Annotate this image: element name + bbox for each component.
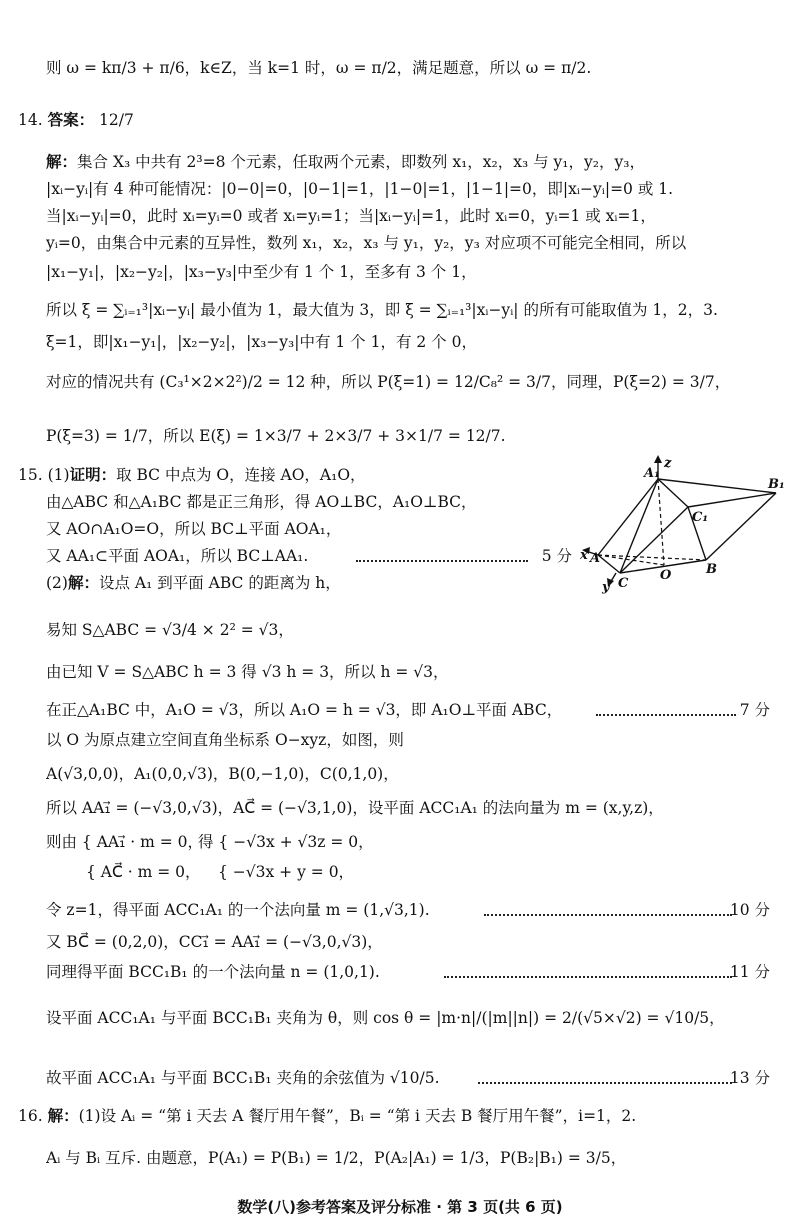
label-c1: C₁ — [692, 510, 709, 525]
q15-line-14: 同理得平面 BCC₁B₁ 的一个法向量 n = (1,0,1). — [46, 963, 380, 981]
edge-a1-a — [598, 479, 658, 555]
label-c: C — [618, 576, 629, 591]
arrow-z — [654, 455, 662, 463]
q15-line-6: 易知 S△ABC = √3/4 × 2² = √3， — [46, 621, 294, 639]
page-footer: 数学(八)参考答案及评分标准 · 第 3 页(共 6 页) — [237, 1198, 563, 1216]
q14-solution-line-1 — [46, 150, 776, 174]
score-13: 13 分 — [729, 1069, 770, 1087]
label-x: x — [580, 548, 588, 563]
label-y: y — [602, 580, 610, 595]
q15-part1-marker: (1) — [47, 466, 70, 484]
score-11: 11 分 — [729, 963, 770, 981]
prism-figure — [578, 455, 788, 595]
score-leader-dots — [444, 976, 732, 978]
score-leader-dots — [356, 560, 528, 562]
score-leader-dots — [484, 914, 732, 916]
label-a1: A₁ — [644, 466, 660, 481]
label-a: A — [590, 551, 601, 566]
label-b: B — [706, 562, 717, 577]
q14-answer-value: 12/7 — [99, 111, 134, 129]
q15-line-16: 故平面 ACC₁A₁ 与平面 BCC₁B₁ 夹角的余弦值为 √10/5. — [46, 1069, 440, 1087]
q14-number: 14. — [18, 111, 43, 129]
q15-system-line-2: { AC⃗ · m = 0， — [86, 863, 201, 881]
q15-line-9: 以 O 为原点建立空间直角坐标系 O−xyz，如图，则 — [46, 731, 404, 749]
prism-diagram — [578, 455, 788, 595]
q15-line-1 — [18, 463, 570, 487]
q14-solution-line-2: |xᵢ−yᵢ|有 4 种可能情况：|0−0|=0，|0−1|=1，|1−0|=1，|1−1|=0，即|xᵢ−yᵢ|=0 或 1. — [46, 180, 674, 198]
q15-line-2: 由△ABC 和△A₁BC 都是正三角形，得 AO⊥BC，A₁O⊥BC， — [46, 493, 477, 511]
q14-text-1: 集合 X₃ 中共有 2³=8 个元素，任取两个元素，即数列 x₁，x₂，x₃ 与 y₁，y₂，y₃， — [77, 153, 645, 171]
edge-a1-b1 — [658, 479, 776, 493]
q14-solution-line-6: 所以 ξ = ∑ᵢ₌₁³|xᵢ−yᵢ| 最小值为 1，最大值为 3，即 ξ = ∑ᵢ₌₁³|xᵢ−yᵢ| 的所有可能取值为 1，2，3. — [46, 301, 718, 319]
score-10: 10 分 — [729, 901, 770, 919]
q14-solution-line-8: 对应的情况共有 (C₃¹×2×2²)/2 = 12 种，所以 P(ξ=1) = 12/C₈² = 3/7，同理，P(ξ=2) = 3/7， — [46, 373, 731, 391]
label-z: z — [664, 456, 672, 471]
q15-line-3: 又 AO∩A₁O=O，所以 BC⊥平面 AOA₁， — [46, 520, 342, 538]
q15-system-result-1: 得 { −√3x + √3z = 0， — [198, 833, 374, 851]
solution-label: 解： — [46, 152, 78, 171]
solution-label-3: 解： — [47, 1106, 79, 1125]
proof-label: 证明： — [69, 465, 117, 484]
q15-line-4: 又 AA₁⊂平面 AOA₁，所以 BC⊥AA₁. — [46, 547, 309, 565]
score-leader-dots — [596, 714, 736, 716]
q16-text-1: (1)设 Aᵢ = “第 i 天去 A 餐厅用午餐”，Bᵢ = “第 i 天去 B 餐厅用午餐”，i=1，2. — [78, 1107, 637, 1125]
q15-text-1: 取 BC 中点为 O，连接 AO，A₁O， — [116, 466, 366, 484]
q14-solution-line-7: ξ=1，即|x₁−y₁|，|x₂−y₂|，|x₃−y₃|中有 1 个 1，有 2 个 0， — [46, 333, 477, 351]
answer-label: 答案： — [47, 110, 95, 129]
q15-line-10: A(√3,0,0)，A₁(0,0,√3)，B(0,−1,0)，C(0,1,0)， — [46, 765, 399, 783]
q15-line-5 — [46, 571, 570, 595]
label-o: O — [660, 568, 672, 583]
score-leader-dots — [478, 1082, 732, 1084]
q14-solution-line-9: P(ξ=3) = 1/7，所以 E(ξ) = 1×3/7 + 2×3/7 + 3×1/7 = 12/7. — [46, 427, 506, 445]
edge-a1-c — [620, 479, 658, 573]
q14-answer-line — [18, 108, 776, 132]
score-7: 7 分 — [739, 701, 770, 719]
q15-line-15: 设平面 ACC₁A₁ 与平面 BCC₁B₁ 夹角为 θ，则 cos θ = |m·n|/(|m||n|) = 2/(√5×√2) = √10/5， — [46, 1009, 725, 1027]
q14-solution-line-4: yᵢ=0，由集合中元素的互异性，数列 x₁，x₂，x₃ 与 y₁，y₂，y₃ 对应项不可能完全相同，所以 — [46, 234, 687, 252]
q16-number: 16. — [18, 1107, 43, 1125]
q15-system-line-1: 则由 { AA₁⃗ · m = 0， — [46, 833, 203, 851]
q15-text-5: 设点 A₁ 到平面 ABC 的距离为 h， — [98, 574, 341, 592]
q16-line-2: Aᵢ 与 Bᵢ 互斥. 由题意，P(A₁) = P(B₁) = 1/2，P(A₂|A₁) = 1/3，P(B₂|B₁) = 3/5， — [46, 1149, 627, 1167]
q16-line-1 — [18, 1104, 776, 1128]
q15-number: 15. — [18, 466, 43, 484]
label-b1: B₁ — [768, 477, 785, 492]
q15-system-result-2: { −√3x + y = 0， — [218, 863, 355, 881]
solution-label-2: 解： — [67, 573, 99, 592]
q14-solution-line-3: 当|xᵢ−yᵢ|=0，此时 xᵢ=yᵢ=0 或者 xᵢ=yᵢ=1；当|xᵢ−yᵢ|=1，此时 xᵢ=0，yᵢ=1 或 xᵢ=1， — [46, 207, 656, 225]
edge-a1-c1 — [658, 479, 688, 507]
q15-line-7: 由已知 V = S△ABC h = 3 得 √3 h = 3，所以 h = √3， — [46, 663, 449, 681]
dashed-a1-o — [658, 479, 664, 565]
edge-a-c — [598, 555, 620, 573]
q15-line-8: 在正△A₁BC 中，A₁O = √3，所以 A₁O = h = √3，即 A₁O⊥平面 ABC， — [46, 701, 563, 719]
q14-solution-line-5: |x₁−y₁|，|x₂−y₂|，|x₃−y₃|中至少有 1 个 1，至多有 3 个 1， — [46, 263, 477, 281]
q15-line-12: 令 z=1，得平面 ACC₁A₁ 的一个法向量 m = (1,√3,1). — [46, 901, 430, 919]
q15-part2-marker: (2) — [46, 574, 68, 592]
q15-line-11: 所以 AA₁⃗ = (−√3,0,√3)，AC⃗ = (−√3,1,0)，设平面 ACC₁A₁ 的法向量为 m = (x,y,z)， — [46, 799, 664, 817]
q15-line-13: 又 BC⃗ = (0,2,0)，CC₁⃗ = AA₁⃗ = (−√3,0,√3)， — [46, 933, 383, 951]
score-5: 5 分 — [541, 547, 572, 565]
line-omega-conclusion: 则 ω = kπ/3 + π/6，k∈Z，当 k=1 时，ω = π/2，满足题意，所以 ω = π/2. — [46, 59, 592, 77]
